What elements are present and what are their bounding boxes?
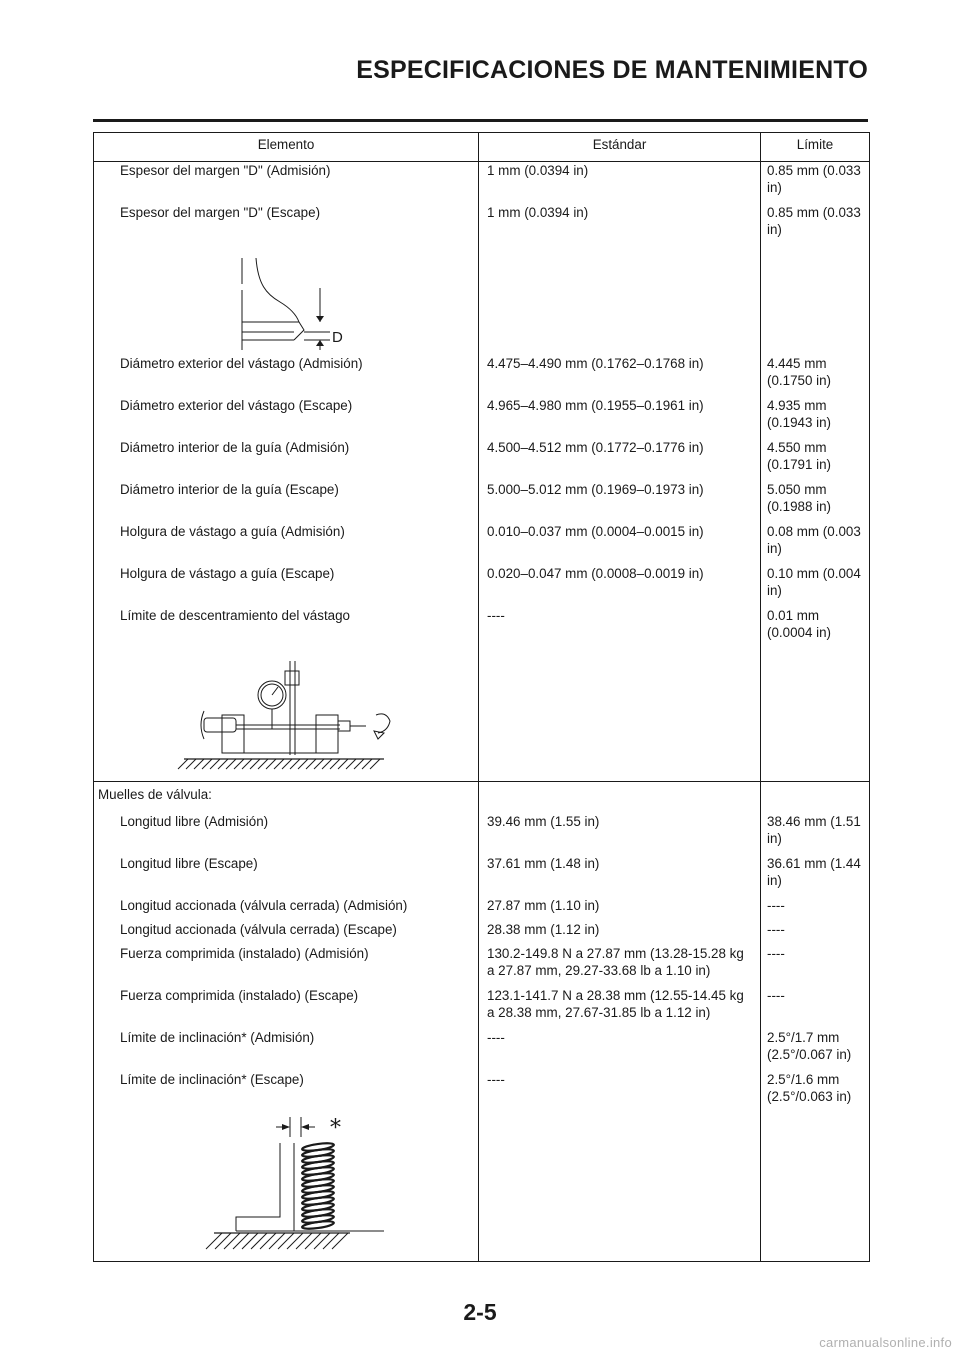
hatch-line — [332, 1233, 348, 1249]
cell-estandar: 0.010–0.037 mm (0.0004–0.0015 in) — [479, 523, 761, 565]
hatch-line — [266, 759, 276, 769]
table-row — [94, 162, 870, 205]
cell-limite: 5.050 mm (0.1988 in) — [761, 481, 870, 523]
hatch-line — [370, 759, 380, 769]
hatch-line — [218, 759, 228, 769]
cell-elemento: Holgura de vástago a guía (Admisión) — [94, 523, 479, 565]
hatch-line — [314, 759, 324, 769]
cell-limite: 38.46 mm (1.51 in) — [761, 813, 870, 855]
cell-elemento: Límite de descentramiento del vástago — [94, 607, 479, 649]
hatch-line — [210, 759, 220, 769]
ground-hatching — [206, 1233, 348, 1249]
table-row — [94, 855, 870, 897]
header-limite: Límite — [761, 133, 870, 162]
hatch-line — [258, 759, 268, 769]
valve-seat-bevel — [294, 322, 304, 340]
hatch-line — [290, 759, 300, 769]
figure-cell — [94, 649, 479, 782]
cell-elemento: Diámetro exterior del vástago (Escape) — [94, 397, 479, 439]
arrow-head — [316, 316, 324, 322]
cell-estandar: 39.46 mm (1.55 in) — [479, 813, 761, 855]
hatch-line — [287, 1233, 303, 1249]
valve-curve — [256, 258, 299, 322]
square-body — [236, 1143, 280, 1231]
rotation-arrow-head — [374, 731, 384, 739]
cell-estandar: 4.965–4.980 mm (0.1955–0.1961 in) — [479, 397, 761, 439]
watermark: carmanualsonline.info — [819, 1335, 952, 1350]
cell-limite: 0.85 mm (0.033 in) — [761, 162, 870, 205]
hatch-line — [296, 1233, 312, 1249]
stem-runout-figure — [94, 649, 478, 781]
hatch-line — [202, 759, 212, 769]
hatch-line — [251, 1233, 267, 1249]
title-rule — [93, 119, 868, 122]
hatch-line — [178, 759, 188, 769]
hatch-line — [234, 759, 244, 769]
cell-limite: 2.5°/1.6 mm (2.5°/0.063 in) — [761, 1071, 870, 1113]
hatch-line — [233, 1233, 249, 1249]
group-title: Muelles de válvula: — [94, 782, 479, 814]
figure-cell — [94, 1113, 479, 1262]
group-header-row — [94, 782, 870, 814]
cell-estandar: ---- — [479, 607, 761, 649]
cell-limite: 2.5°/1.7 mm (2.5°/0.067 in) — [761, 1029, 870, 1071]
hatch-line — [354, 759, 364, 769]
hatch-line — [314, 1233, 330, 1249]
cell-elemento: Diámetro interior de la guía (Admisión) — [94, 439, 479, 481]
cell-estandar: ---- — [479, 1029, 761, 1071]
hatch-line — [260, 1233, 276, 1249]
cell-estandar: ---- — [479, 1071, 761, 1113]
hatch-line — [298, 759, 308, 769]
cell-limite: ---- — [761, 945, 870, 987]
table-row — [94, 355, 870, 397]
cell-estandar: 1 mm (0.0394 in) — [479, 204, 761, 246]
cell-limite: 0.01 mm (0.0004 in) — [761, 607, 870, 649]
cell-elemento: Diámetro exterior del vástago (Admisión) — [94, 355, 479, 397]
cell-limite: 36.61 mm (1.44 in) — [761, 855, 870, 897]
header-elemento: Elemento — [94, 133, 479, 162]
cell-elemento: Límite de inclinación* (Escape) — [94, 1071, 479, 1113]
hatch-line — [242, 759, 252, 769]
spec-table — [93, 132, 870, 1262]
ground-hatching — [178, 759, 380, 769]
valve-head — [204, 718, 236, 732]
cell-limite: 0.85 mm (0.033 in) — [761, 204, 870, 246]
cell-estandar: 5.000–5.012 mm (0.1969–0.1973 in) — [479, 481, 761, 523]
dial-needle — [272, 687, 278, 695]
hatch-line — [186, 759, 196, 769]
hatch-line — [305, 1233, 321, 1249]
cell-estandar: 4.500–4.512 mm (0.1772–0.1776 in) — [479, 439, 761, 481]
cell-limite: 0.10 mm (0.004 in) — [761, 565, 870, 607]
header-estandar: Estándar — [479, 133, 761, 162]
cell-estandar: 130.2-149.8 N a 27.87 mm (13.28-15.28 kg a 27.87 mm, 29.27-33.68 lb a 1.10 in) — [479, 945, 761, 987]
cell-estandar: 123.1-141.7 N a 28.38 mm (12.55-14.45 kg a 28.38 mm, 27.67-31.85 lb a 1.12 in) — [479, 987, 761, 1029]
hatch-line — [282, 759, 292, 769]
cell-elemento: Espesor del margen "D" (Escape) — [94, 204, 479, 246]
hatch-line — [330, 759, 340, 769]
table-row — [94, 439, 870, 481]
table-row — [94, 987, 870, 1029]
hatch-line — [278, 1233, 294, 1249]
table-row — [94, 204, 870, 246]
margin-d-label: D — [332, 329, 343, 346]
cell-elemento: Longitud accionada (válvula cerrada) (Admisión) — [94, 897, 479, 921]
cell-elemento: Espesor del margen "D" (Admisión) — [94, 162, 479, 205]
hatch-line — [226, 759, 236, 769]
cell-estandar: 1 mm (0.0394 in) — [479, 162, 761, 205]
hatch-line — [242, 1233, 258, 1249]
figure-row — [94, 246, 870, 355]
table-row — [94, 897, 870, 921]
valve-margin-figure — [94, 246, 478, 355]
cell-estandar: 4.475–4.490 mm (0.1762–0.1768 in) — [479, 355, 761, 397]
figure-cell — [94, 246, 479, 355]
spring-tilt-figure — [94, 1113, 478, 1261]
cell-elemento: Holgura de vástago a guía (Escape) — [94, 565, 479, 607]
cell-estandar: 27.87 mm (1.10 in) — [479, 897, 761, 921]
page-title: ESPECIFICACIONES DE MANTENIMIENTO — [356, 56, 868, 84]
arrow-head — [282, 1124, 290, 1130]
hatch-line — [250, 759, 260, 769]
cell-limite: ---- — [761, 987, 870, 1029]
cell-estandar: 0.020–0.047 mm (0.0008–0.0019 in) — [479, 565, 761, 607]
table-row — [94, 921, 870, 945]
figure-row — [94, 649, 870, 782]
cell-limite: 4.935 mm (0.1943 in) — [761, 397, 870, 439]
arrow-head — [316, 340, 324, 346]
table-row — [94, 1029, 870, 1071]
tilt-asterisk-label: * — [330, 1116, 341, 1141]
cell-elemento: Diámetro interior de la guía (Escape) — [94, 481, 479, 523]
cell-elemento: Fuerza comprimida (instalado) (Escape) — [94, 987, 479, 1029]
arrow-head — [301, 1124, 309, 1130]
cell-elemento: Fuerza comprimida (instalado) (Admisión) — [94, 945, 479, 987]
rotation-arrow — [376, 714, 390, 733]
cell-elemento: Longitud libre (Escape) — [94, 855, 479, 897]
v-block-left — [222, 715, 244, 753]
cell-limite: 0.08 mm (0.003 in) — [761, 523, 870, 565]
hatch-line — [194, 759, 204, 769]
table-row — [94, 607, 870, 649]
hatch-line — [269, 1233, 285, 1249]
hatch-line — [346, 759, 356, 769]
hatch-line — [206, 1233, 222, 1249]
figure-row — [94, 1113, 870, 1262]
hatch-line — [224, 1233, 240, 1249]
table-row — [94, 397, 870, 439]
table-row — [94, 945, 870, 987]
cell-limite: ---- — [761, 921, 870, 945]
valve-spring — [302, 1142, 335, 1230]
hatch-line — [322, 759, 332, 769]
spring-coil — [302, 1220, 335, 1230]
page-number: 2-5 — [463, 1299, 497, 1325]
table-row — [94, 813, 870, 855]
cell-estandar: 28.38 mm (1.12 in) — [479, 921, 761, 945]
cell-elemento: Límite de inclinación* (Admisión) — [94, 1029, 479, 1071]
table-header-row — [94, 133, 870, 162]
hatch-line — [362, 759, 372, 769]
gauge-clamp — [285, 671, 299, 685]
hatch-line — [274, 759, 284, 769]
cell-limite: 4.445 mm (0.1750 in) — [761, 355, 870, 397]
hatch-line — [338, 759, 348, 769]
hatch-line — [306, 759, 316, 769]
v-block-right — [316, 715, 338, 753]
table-row — [94, 523, 870, 565]
hatch-line — [323, 1233, 339, 1249]
cell-limite: 4.550 mm (0.1791 in) — [761, 439, 870, 481]
cell-limite: ---- — [761, 897, 870, 921]
hatch-line — [215, 1233, 231, 1249]
table-row — [94, 481, 870, 523]
table-row — [94, 565, 870, 607]
cell-elemento: Longitud libre (Admisión) — [94, 813, 479, 855]
cell-elemento: Longitud accionada (válvula cerrada) (Escape) — [94, 921, 479, 945]
cell-estandar: 37.61 mm (1.48 in) — [479, 855, 761, 897]
table-row — [94, 1071, 870, 1113]
